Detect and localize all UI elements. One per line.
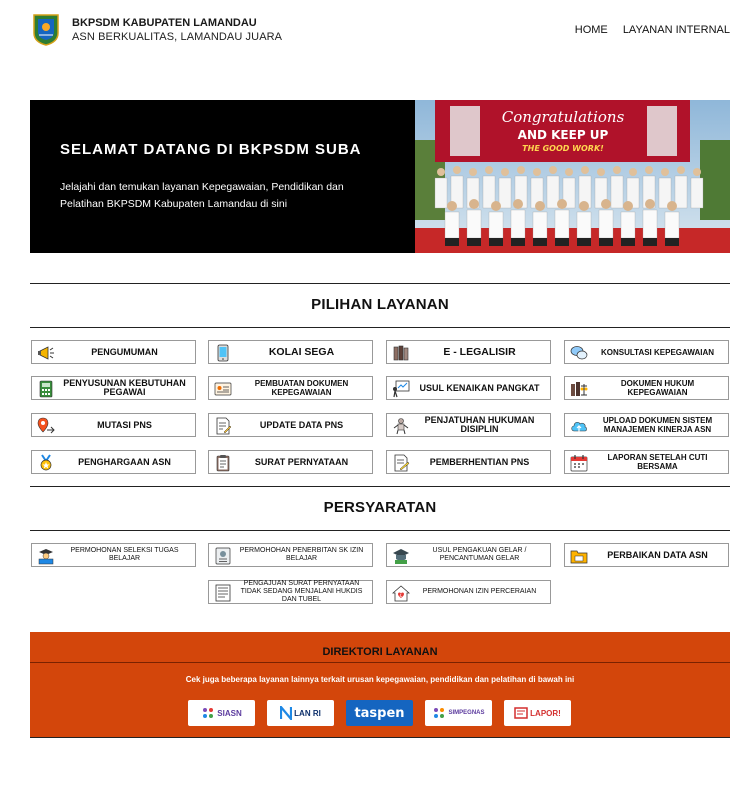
layanan-15-button[interactable] xyxy=(386,450,551,474)
persyaratan-4-label: PERBAIKAN DATA ASN xyxy=(607,549,708,560)
simpegnas-logo-icon xyxy=(432,706,446,720)
megaphone-icon xyxy=(37,344,55,362)
document-stop-icon xyxy=(392,454,410,472)
direktori-section xyxy=(30,632,730,738)
divider xyxy=(30,530,730,531)
lanri-link[interactable] xyxy=(267,700,334,726)
lanri-label: LAN RI xyxy=(294,708,321,718)
siasn-link[interactable] xyxy=(188,700,255,726)
persyaratan-6-label: PERMOHONAN IZIN PERCERAIAN xyxy=(422,588,537,595)
layanan-section-title: PILIHAN LAYANAN xyxy=(311,296,449,313)
persyaratan-4-button[interactable] xyxy=(564,543,729,567)
layanan-9-label: MUTASI PNS xyxy=(97,419,152,430)
banner-congrats: Congratulations xyxy=(501,108,625,126)
group-photo-image xyxy=(415,100,730,253)
layanan-13-label: PENGHARGAAN ASN xyxy=(78,456,171,467)
hero-description: Jelajahi dan temukan layanan Kepegawaian, Pendidikan dan Pelatihan BKPSDM Kabupaten Lamandau di sini xyxy=(60,181,344,210)
certificate-icon xyxy=(214,547,232,565)
layanan-3-label: E - LEGALISIR xyxy=(443,345,516,358)
layanan-7-button[interactable] xyxy=(386,376,551,400)
student-icon xyxy=(37,547,55,565)
layanan-2-button[interactable] xyxy=(208,340,373,364)
nav-layanan-internal[interactable]: LAYANAN INTERNAL xyxy=(622,24,730,36)
layanan-6-label: PEMBUATAN DOKUMEN KEPEGAWAIAN xyxy=(254,379,349,397)
divider xyxy=(30,327,730,328)
hero-title: SELAMAT DATANG DI BKPSDM SUBA xyxy=(60,141,362,158)
person-discipline-icon xyxy=(392,417,410,435)
layanan-1-button[interactable] xyxy=(31,340,196,364)
banner-good-work: THE GOOD WORK! xyxy=(522,144,604,153)
taspen-link[interactable] xyxy=(346,700,413,726)
hero-banner xyxy=(30,100,730,253)
clipboard-icon xyxy=(214,454,232,472)
books-icon xyxy=(392,344,410,362)
id-card-icon xyxy=(214,380,232,398)
direktori-description: Cek juga beberapa layanan lainnya terkait urusan kepegawaian, pendidikan dan pelatihan di bawah ini xyxy=(185,675,575,684)
persyaratan-5-button[interactable] xyxy=(208,580,373,604)
layanan-5-label: PENYUSUNAN KEBUTUHAN PEGAWAI xyxy=(63,378,186,397)
persyaratan-section-title: PERSYARATAN xyxy=(323,499,437,516)
lapor-logo-icon xyxy=(514,707,528,719)
layanan-16-label: LAPORAN SETELAH CUTI BERSAMA xyxy=(607,453,708,471)
layanan-14-label: SURAT PERNYATAAN xyxy=(254,456,349,467)
layanan-1-label: PENGUMUMAN xyxy=(91,346,158,357)
graduation-icon xyxy=(392,547,410,565)
banner-keep-up: AND KEEP UP xyxy=(517,128,609,142)
layanan-14-button[interactable] xyxy=(208,450,373,474)
persyaratan-3-button[interactable] xyxy=(386,543,551,567)
persyaratan-3-label: USUL PENGAKUAN GELAR / PENCANTUMAN GELAR xyxy=(432,547,527,562)
layanan-13-button[interactable] xyxy=(31,450,196,474)
nav-home[interactable]: HOME xyxy=(574,24,608,36)
layanan-16-button[interactable] xyxy=(564,450,729,474)
document-list-icon xyxy=(214,584,232,602)
persyaratan-5-label: PENGAJUAN SURAT PERNYATAAN TIDAK SEDANG MENJALANI HUKDIS DAN TUBEL xyxy=(240,580,363,603)
divider xyxy=(30,662,730,663)
layanan-9-button[interactable] xyxy=(31,413,196,437)
siasn-label: SIASN xyxy=(217,708,242,718)
main-nav xyxy=(563,24,730,36)
tablet-icon xyxy=(214,344,232,362)
persyaratan-2-label: PERMOHOHAN PENERBITAN SK IZIN BELAJAR xyxy=(239,547,364,562)
hero-photo xyxy=(415,100,730,253)
lanri-logo-icon xyxy=(280,706,292,720)
persyaratan-6-button[interactable] xyxy=(386,580,551,604)
simpegnas-link[interactable] xyxy=(425,700,492,726)
lamandau-logo-icon[interactable] xyxy=(31,13,61,46)
site-tagline: ASN BERKUALITAS, LAMANDAU JUARA xyxy=(72,31,283,43)
layanan-8-label: DOKUMEN HUKUM KEPEGAWAIAN xyxy=(620,379,695,397)
chat-icon xyxy=(570,344,588,362)
simpegnas-label: SIMPEGNAS xyxy=(448,710,485,716)
document-edit-icon xyxy=(214,417,232,435)
layanan-10-button[interactable] xyxy=(208,413,373,437)
cloud-upload-icon xyxy=(570,417,588,435)
layanan-10-label: UPDATE DATA PNS xyxy=(259,419,344,430)
law-books-icon xyxy=(570,380,588,398)
taspen-label: taspen xyxy=(354,705,405,721)
layanan-5-button[interactable] xyxy=(31,376,196,400)
layanan-7-label: USUL KENAIKAN PANGKAT xyxy=(419,382,540,393)
layanan-4-button[interactable] xyxy=(564,340,729,364)
lapor-label: LAPOR! xyxy=(530,708,561,718)
persyaratan-1-label: PERMOHONAN SELEKSI TUGAS BELAJAR xyxy=(70,547,179,562)
divider xyxy=(30,486,730,487)
layanan-11-button[interactable] xyxy=(386,413,551,437)
presentation-icon xyxy=(392,380,410,398)
calculator-icon xyxy=(37,380,55,398)
layanan-11-label: PENJATUHAN HUKUMAN DISIPLIN xyxy=(424,415,535,434)
calendar-icon xyxy=(570,454,588,472)
medal-icon xyxy=(37,454,55,472)
layanan-4-label: KONSULTASI KEPEGAWAIAN xyxy=(600,347,715,357)
lapor-link[interactable] xyxy=(504,700,571,726)
layanan-6-button[interactable] xyxy=(208,376,373,400)
direktori-title: DIREKTORI LAYANAN xyxy=(322,646,438,658)
folder-icon xyxy=(570,547,588,565)
persyaratan-1-button[interactable] xyxy=(31,543,196,567)
site-header xyxy=(0,0,747,60)
siasn-logo-icon xyxy=(201,706,215,720)
persyaratan-2-button[interactable] xyxy=(208,543,373,567)
broken-home-icon xyxy=(392,584,410,602)
site-title[interactable]: BKPSDM KABUPATEN LAMANDAU xyxy=(72,17,257,29)
layanan-12-label: UPLOAD DOKUMEN SISTEM MANAJEMEN KINERJA ASN xyxy=(602,416,713,434)
layanan-12-button[interactable] xyxy=(564,413,729,437)
layanan-2-label: KOLAI SEGA xyxy=(268,345,335,358)
location-icon xyxy=(37,417,55,435)
divider xyxy=(30,283,730,284)
layanan-3-button[interactable] xyxy=(386,340,551,364)
layanan-15-label: PEMBERHENTIAN PNS xyxy=(429,456,530,467)
layanan-8-button[interactable] xyxy=(564,376,729,400)
